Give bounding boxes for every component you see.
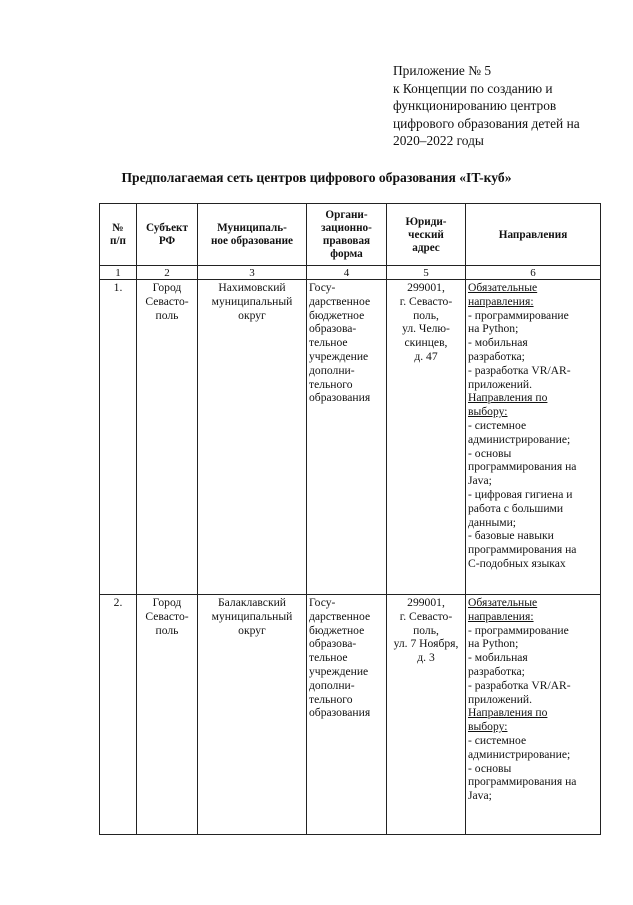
column-number: 6	[466, 266, 601, 280]
table-row	[100, 280, 601, 595]
header-legal-form: Органи- зационно- правовая форма	[307, 204, 387, 266]
legal-form-cell: Госу- дарственное бюджетное образова- тельное учреждение дополни- тельного образования	[307, 280, 387, 595]
address-cell: 299001, г. Севасто- поль, ул. Челю- скинцев, д. 47	[387, 280, 466, 595]
directions-cell: Обязательные направления: - программирование на Python; - мобильная разработка; - разработка VR/AR- приложений. Направления по выбору: - системное администрирование; - основы программирования на Java; - цифровая гигиена и работа с большими данными; - базовые навыки программирования на С-подобных языках	[466, 280, 601, 595]
header-municipality: Муниципаль- ное образование	[198, 204, 307, 266]
header-address: Юриди- ческий адрес	[387, 204, 466, 266]
row-number: 2.	[100, 595, 137, 835]
header-subject: Субъект РФ	[137, 204, 198, 266]
column-number: 3	[198, 266, 307, 280]
column-number: 5	[387, 266, 466, 280]
column-number-row	[100, 266, 601, 280]
column-number: 1	[100, 266, 137, 280]
table-row	[100, 595, 601, 835]
annex-line: к Концепции по созданию и	[393, 80, 553, 96]
header-directions: Направления	[466, 204, 601, 266]
header-num: № п/п	[100, 204, 137, 266]
subject-cell: Город Севасто- поль	[137, 595, 198, 835]
annex-line: Приложение № 5	[393, 63, 492, 78]
legal-form-cell: Госу- дарственное бюджетное образова- тельное учреждение дополни- тельного образования	[307, 595, 387, 835]
municipality-cell: Балаклавский муниципальный округ	[198, 595, 307, 835]
address-cell: 299001, г. Севасто- поль, ул. 7 Ноября, д. 3	[387, 595, 466, 835]
municipality-cell: Нахимовский муниципальный округ	[198, 280, 307, 595]
column-number: 2	[137, 266, 198, 280]
annex-line: 2020–2022 годы	[393, 133, 484, 148]
header-row	[100, 204, 601, 266]
column-number: 4	[307, 266, 387, 280]
directions-cell: Обязательные направления: - программирование на Python; - мобильная разработка; - разработка VR/AR- приложений. Направления по выбору: - системное администрирование; - основы программирования на Java;	[466, 595, 601, 835]
document-title: Предполагаемая сеть центров цифрового образования «IT-куб»	[121, 170, 512, 185]
row-number: 1.	[100, 280, 137, 595]
annex-note	[393, 62, 613, 150]
centers-table	[99, 203, 601, 835]
subject-cell: Город Севасто- поль	[137, 280, 198, 595]
annex-line: функционированию центров	[393, 98, 557, 113]
annex-line: цифрового образования детей на	[393, 115, 580, 131]
